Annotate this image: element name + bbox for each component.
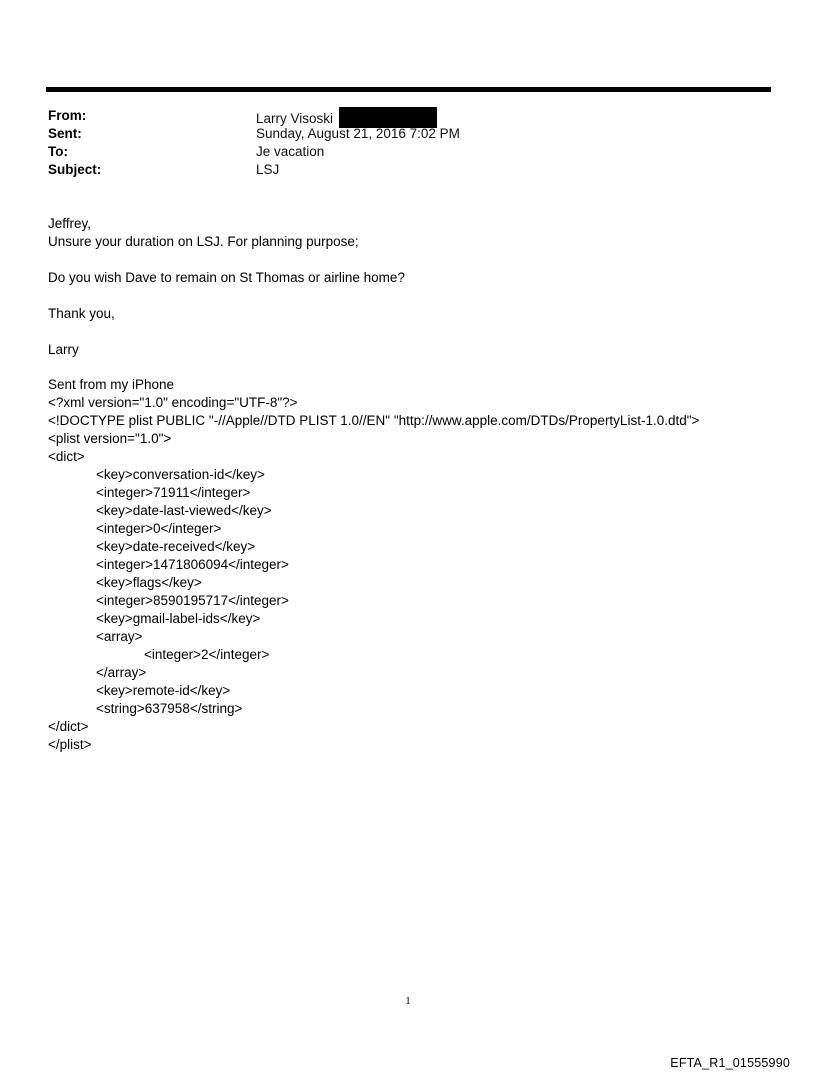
subject-value: LSJ [256,162,280,177]
header-rule [46,87,771,92]
from-row [48,107,748,125]
to-row [48,143,748,161]
plist-block [48,376,788,754]
to-label: To: [48,144,68,159]
plist-line: <?xml version="1.0" encoding="UTF-8"?> [48,395,298,410]
plist-line: <key>flags</key> [96,575,202,590]
sent-row [48,125,748,143]
signature: Larry [48,342,79,357]
subject-row [48,161,748,179]
sent-from-line: Sent from my iPhone [48,377,175,392]
plist-line: <key>conversation-id</key> [96,467,265,482]
plist-line: </array> [96,665,147,680]
plist-line: <integer>0</integer> [96,521,222,536]
sent-value: Sunday, August 21, 2016 7:02 PM [256,126,460,141]
plist-line: <key>remote-id</key> [96,683,231,698]
plist-line: <integer>2</integer> [144,647,270,662]
plist-line: </plist> [48,737,92,752]
plist-line: <key>date-last-viewed</key> [96,503,272,518]
plist-line: <array> [96,629,143,644]
greeting: Jeffrey, [48,216,92,231]
body-line-1: Unsure your duration on LSJ. For planning purpose; [48,234,359,249]
subject-label: Subject: [48,162,102,177]
plist-line: <!DOCTYPE plist PUBLIC "-//Apple//DTD PLIST 1.0//EN" "http://www.apple.com/DTDs/PropertyList-1.0.dtd"> [48,413,700,428]
from-label: From: [48,108,87,123]
to-value: Je vacation [256,144,325,159]
plist-line: <dict> [48,449,85,464]
document-id: EFTA_R1_01555990 [670,1056,790,1070]
plist-line: <string>637958</string> [96,701,243,716]
plist-line: </dict> [48,719,89,734]
plist-line: <integer>71911</integer> [96,485,251,500]
sender-name: Larry Visoski [256,111,334,126]
plist-line: <integer>8590195717</integer> [96,593,289,608]
body-line-2: Do you wish Dave to remain on St Thomas or airline home? [48,270,405,285]
plist-line: <key>gmail-label-ids</key> [96,611,261,626]
closing: Thank you, [48,306,115,321]
page-number: 1 [405,995,411,1007]
plist-line: <plist version="1.0"> [48,431,172,446]
sent-label: Sent: [48,126,82,141]
email-header [48,107,748,179]
email-body [48,215,788,377]
plist-line: <key>date-received</key> [96,539,256,554]
plist-line: <integer>1471806094</integer> [96,557,289,572]
